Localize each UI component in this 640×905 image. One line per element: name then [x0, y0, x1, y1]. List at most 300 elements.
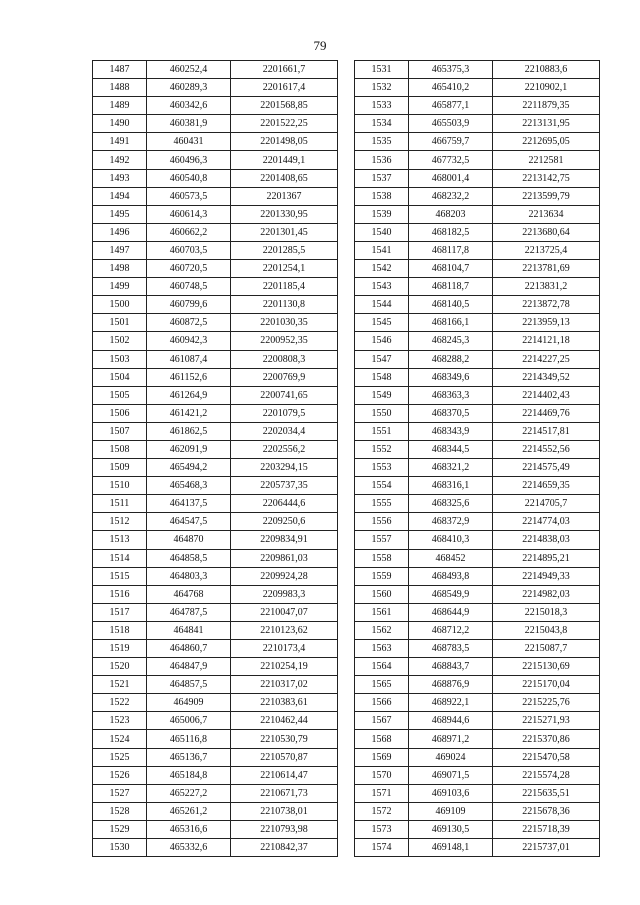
- point-number-cell: 1489: [93, 97, 147, 115]
- x-coordinate-cell: 468370,5: [409, 404, 493, 422]
- x-coordinate-cell: 464547,5: [147, 513, 231, 531]
- x-coordinate-cell: 468104,7: [409, 260, 493, 278]
- x-coordinate-cell: 469024: [409, 748, 493, 766]
- y-coordinate-cell: 2215370,86: [493, 730, 600, 748]
- point-number-cell: 1519: [93, 640, 147, 658]
- point-number-cell: 1547: [355, 350, 409, 368]
- x-coordinate-cell: 468549,9: [409, 585, 493, 603]
- table-row: [93, 61, 338, 79]
- table-row: [355, 169, 600, 187]
- x-coordinate-cell: 467732,5: [409, 151, 493, 169]
- table-row: [355, 712, 600, 730]
- point-number-cell: 1552: [355, 440, 409, 458]
- y-coordinate-cell: 2213725,4: [493, 241, 600, 259]
- x-coordinate-cell: 460872,5: [147, 314, 231, 332]
- table-row: [355, 658, 600, 676]
- point-number-cell: 1525: [93, 748, 147, 766]
- point-number-cell: 1564: [355, 658, 409, 676]
- table-row: [93, 169, 338, 187]
- x-coordinate-cell: 464137,5: [147, 495, 231, 513]
- point-number-cell: 1560: [355, 585, 409, 603]
- point-number-cell: 1540: [355, 223, 409, 241]
- y-coordinate-cell: 2210570,87: [231, 748, 338, 766]
- y-coordinate-cell: 2210793,98: [231, 820, 338, 838]
- y-coordinate-cell: 2209983,3: [231, 585, 338, 603]
- point-number-cell: 1502: [93, 332, 147, 350]
- table-row: [93, 658, 338, 676]
- x-coordinate-cell: 465136,7: [147, 748, 231, 766]
- point-number-cell: 1554: [355, 477, 409, 495]
- table-row: [355, 151, 600, 169]
- x-coordinate-cell: 461087,4: [147, 350, 231, 368]
- table-row: [93, 549, 338, 567]
- table-row: [93, 748, 338, 766]
- y-coordinate-cell: 2213634: [493, 205, 600, 223]
- table-row: [93, 567, 338, 585]
- point-number-cell: 1546: [355, 332, 409, 350]
- point-number-cell: 1529: [93, 820, 147, 838]
- table-row: [355, 477, 600, 495]
- y-coordinate-cell: 2215718,39: [493, 820, 600, 838]
- table-row: [355, 567, 600, 585]
- x-coordinate-cell: 468232,2: [409, 187, 493, 205]
- point-number-cell: 1508: [93, 440, 147, 458]
- x-coordinate-cell: 468712,2: [409, 621, 493, 639]
- y-coordinate-cell: 2214949,33: [493, 567, 600, 585]
- y-coordinate-cell: 2201617,4: [231, 79, 338, 97]
- x-coordinate-cell: 469148,1: [409, 839, 493, 857]
- y-coordinate-cell: 2215737,01: [493, 839, 600, 857]
- x-coordinate-cell: 468493,8: [409, 567, 493, 585]
- x-coordinate-cell: 464870: [147, 531, 231, 549]
- y-coordinate-cell: 2200952,35: [231, 332, 338, 350]
- point-number-cell: 1521: [93, 676, 147, 694]
- table-row: [355, 422, 600, 440]
- point-number-cell: 1556: [355, 513, 409, 531]
- x-coordinate-cell: 465494,2: [147, 459, 231, 477]
- x-coordinate-cell: 460799,6: [147, 296, 231, 314]
- point-number-cell: 1522: [93, 694, 147, 712]
- point-number-cell: 1551: [355, 422, 409, 440]
- y-coordinate-cell: 2210671,73: [231, 784, 338, 802]
- x-coordinate-cell: 464803,3: [147, 567, 231, 585]
- x-coordinate-cell: 460431: [147, 133, 231, 151]
- x-coordinate-cell: 468452: [409, 549, 493, 567]
- x-coordinate-cell: 469071,5: [409, 766, 493, 784]
- point-number-cell: 1500: [93, 296, 147, 314]
- table-row: [355, 187, 600, 205]
- point-number-cell: 1505: [93, 386, 147, 404]
- point-number-cell: 1488: [93, 79, 147, 97]
- y-coordinate-cell: 2213781,69: [493, 260, 600, 278]
- table-row: [93, 368, 338, 386]
- y-coordinate-cell: 2215170,04: [493, 676, 600, 694]
- x-coordinate-cell: 460289,3: [147, 79, 231, 97]
- point-number-cell: 1513: [93, 531, 147, 549]
- y-coordinate-cell: 2210173,4: [231, 640, 338, 658]
- table-row: [355, 784, 600, 802]
- table-row: [93, 694, 338, 712]
- table-row: [93, 350, 338, 368]
- point-number-cell: 1572: [355, 802, 409, 820]
- y-coordinate-cell: 2211879,35: [493, 97, 600, 115]
- x-coordinate-cell: 460540,8: [147, 169, 231, 187]
- table-row: [355, 260, 600, 278]
- table-row: [93, 332, 338, 350]
- point-number-cell: 1533: [355, 97, 409, 115]
- table-row: [93, 187, 338, 205]
- y-coordinate-cell: 2212695,05: [493, 133, 600, 151]
- x-coordinate-cell: 460573,5: [147, 187, 231, 205]
- x-coordinate-cell: 468118,7: [409, 278, 493, 296]
- x-coordinate-cell: 468182,5: [409, 223, 493, 241]
- y-coordinate-cell: 2201330,95: [231, 205, 338, 223]
- point-number-cell: 1565: [355, 676, 409, 694]
- x-coordinate-cell: 461152,6: [147, 368, 231, 386]
- table-row: [355, 730, 600, 748]
- y-coordinate-cell: 2201285,5: [231, 241, 338, 259]
- table-row: [355, 368, 600, 386]
- table-row: [93, 97, 338, 115]
- table-row: [355, 820, 600, 838]
- x-coordinate-cell: 465332,6: [147, 839, 231, 857]
- table-row: [93, 477, 338, 495]
- x-coordinate-cell: 460381,9: [147, 115, 231, 133]
- table-row: [355, 79, 600, 97]
- y-coordinate-cell: 2201568,85: [231, 97, 338, 115]
- x-coordinate-cell: 468140,5: [409, 296, 493, 314]
- y-coordinate-cell: 2213831,2: [493, 278, 600, 296]
- table-row: [93, 603, 338, 621]
- point-number-cell: 1557: [355, 531, 409, 549]
- point-number-cell: 1499: [93, 278, 147, 296]
- point-number-cell: 1550: [355, 404, 409, 422]
- table-row: [355, 585, 600, 603]
- table-row: [93, 296, 338, 314]
- y-coordinate-cell: 2210614,47: [231, 766, 338, 784]
- x-coordinate-cell: 464909: [147, 694, 231, 712]
- table-row: [93, 260, 338, 278]
- point-number-cell: 1571: [355, 784, 409, 802]
- point-number-cell: 1524: [93, 730, 147, 748]
- y-coordinate-cell: 2210530,79: [231, 730, 338, 748]
- x-coordinate-cell: 469130,5: [409, 820, 493, 838]
- x-coordinate-cell: 468321,2: [409, 459, 493, 477]
- point-number-cell: 1530: [93, 839, 147, 857]
- point-number-cell: 1531: [355, 61, 409, 79]
- x-coordinate-cell: 468843,7: [409, 658, 493, 676]
- x-coordinate-cell: 468644,9: [409, 603, 493, 621]
- point-number-cell: 1523: [93, 712, 147, 730]
- table-row: [355, 640, 600, 658]
- table-row: [355, 839, 600, 857]
- y-coordinate-cell: 2215225,76: [493, 694, 600, 712]
- point-number-cell: 1563: [355, 640, 409, 658]
- table-row: [93, 495, 338, 513]
- point-number-cell: 1537: [355, 169, 409, 187]
- table-row: [93, 151, 338, 169]
- x-coordinate-cell: 468372,9: [409, 513, 493, 531]
- table-row: [355, 459, 600, 477]
- table-row: [355, 513, 600, 531]
- x-coordinate-cell: 465410,2: [409, 79, 493, 97]
- y-coordinate-cell: 2202556,2: [231, 440, 338, 458]
- point-number-cell: 1497: [93, 241, 147, 259]
- y-coordinate-cell: 2210047,07: [231, 603, 338, 621]
- point-number-cell: 1561: [355, 603, 409, 621]
- table-row: [355, 676, 600, 694]
- y-coordinate-cell: 2213131,95: [493, 115, 600, 133]
- coordinates-table-left: [92, 60, 338, 857]
- table-row: [93, 115, 338, 133]
- point-number-cell: 1526: [93, 766, 147, 784]
- table-row: [355, 278, 600, 296]
- point-number-cell: 1518: [93, 621, 147, 639]
- point-number-cell: 1504: [93, 368, 147, 386]
- point-number-cell: 1490: [93, 115, 147, 133]
- table-row: [93, 79, 338, 97]
- point-number-cell: 1555: [355, 495, 409, 513]
- x-coordinate-cell: 468944,6: [409, 712, 493, 730]
- x-coordinate-cell: 468001,4: [409, 169, 493, 187]
- table-row: [355, 133, 600, 151]
- x-coordinate-cell: 464841: [147, 621, 231, 639]
- table-row: [93, 223, 338, 241]
- point-number-cell: 1532: [355, 79, 409, 97]
- table-row: [93, 802, 338, 820]
- x-coordinate-cell: 465227,2: [147, 784, 231, 802]
- point-number-cell: 1510: [93, 477, 147, 495]
- table-row: [355, 350, 600, 368]
- page-number: 79: [313, 38, 327, 53]
- y-coordinate-cell: 2201522,25: [231, 115, 338, 133]
- point-number-cell: 1516: [93, 585, 147, 603]
- y-coordinate-cell: 2214774,03: [493, 513, 600, 531]
- point-number-cell: 1527: [93, 784, 147, 802]
- table-row: [355, 404, 600, 422]
- y-coordinate-cell: 2210738,01: [231, 802, 338, 820]
- table-row: [93, 784, 338, 802]
- x-coordinate-cell: 462091,9: [147, 440, 231, 458]
- point-number-cell: 1548: [355, 368, 409, 386]
- table-row: [93, 839, 338, 857]
- y-coordinate-cell: 2213680,64: [493, 223, 600, 241]
- x-coordinate-cell: 464768: [147, 585, 231, 603]
- y-coordinate-cell: 2214838,03: [493, 531, 600, 549]
- point-number-cell: 1509: [93, 459, 147, 477]
- x-coordinate-cell: 465375,3: [409, 61, 493, 79]
- table-row: [93, 241, 338, 259]
- point-number-cell: 1534: [355, 115, 409, 133]
- y-coordinate-cell: 2215130,69: [493, 658, 600, 676]
- x-coordinate-cell: 460942,3: [147, 332, 231, 350]
- y-coordinate-cell: 2215087,7: [493, 640, 600, 658]
- x-coordinate-cell: 465116,8: [147, 730, 231, 748]
- point-number-cell: 1549: [355, 386, 409, 404]
- y-coordinate-cell: 2210902,1: [493, 79, 600, 97]
- y-coordinate-cell: 2201301,45: [231, 223, 338, 241]
- y-coordinate-cell: 2203294,15: [231, 459, 338, 477]
- table-row: [93, 621, 338, 639]
- y-coordinate-cell: 2210842,37: [231, 839, 338, 857]
- x-coordinate-cell: 464787,5: [147, 603, 231, 621]
- x-coordinate-cell: 464847,9: [147, 658, 231, 676]
- x-coordinate-cell: 466759,7: [409, 133, 493, 151]
- table-row: [355, 531, 600, 549]
- point-number-cell: 1562: [355, 621, 409, 639]
- x-coordinate-cell: 460703,5: [147, 241, 231, 259]
- y-coordinate-cell: 2214227,25: [493, 350, 600, 368]
- table-row: [355, 296, 600, 314]
- coordinates-table-right: [354, 60, 600, 857]
- point-number-cell: 1567: [355, 712, 409, 730]
- x-coordinate-cell: 460720,5: [147, 260, 231, 278]
- table-row: [355, 332, 600, 350]
- table-row: [355, 205, 600, 223]
- y-coordinate-cell: 2209861,03: [231, 549, 338, 567]
- y-coordinate-cell: 2200808,3: [231, 350, 338, 368]
- x-coordinate-cell: 468783,5: [409, 640, 493, 658]
- table-row: [93, 712, 338, 730]
- point-number-cell: 1501: [93, 314, 147, 332]
- y-coordinate-cell: 2201367: [231, 187, 338, 205]
- table-row: [93, 531, 338, 549]
- y-coordinate-cell: 2201661,7: [231, 61, 338, 79]
- point-number-cell: 1515: [93, 567, 147, 585]
- point-number-cell: 1528: [93, 802, 147, 820]
- table-row: [355, 802, 600, 820]
- x-coordinate-cell: 468344,5: [409, 440, 493, 458]
- y-coordinate-cell: 2215470,58: [493, 748, 600, 766]
- y-coordinate-cell: 2201130,8: [231, 296, 338, 314]
- x-coordinate-cell: 465316,6: [147, 820, 231, 838]
- y-coordinate-cell: 2214982,03: [493, 585, 600, 603]
- x-coordinate-cell: 468876,9: [409, 676, 493, 694]
- table-row: [355, 241, 600, 259]
- table-row: [355, 314, 600, 332]
- y-coordinate-cell: 2209834,91: [231, 531, 338, 549]
- x-coordinate-cell: 468349,6: [409, 368, 493, 386]
- table-row: [355, 386, 600, 404]
- x-coordinate-cell: 460252,4: [147, 61, 231, 79]
- point-number-cell: 1492: [93, 151, 147, 169]
- point-number-cell: 1553: [355, 459, 409, 477]
- x-coordinate-cell: 460342,6: [147, 97, 231, 115]
- x-coordinate-cell: 461421,2: [147, 404, 231, 422]
- x-coordinate-cell: 468410,3: [409, 531, 493, 549]
- y-coordinate-cell: 2206444,6: [231, 495, 338, 513]
- point-number-cell: 1543: [355, 278, 409, 296]
- table-row: [93, 422, 338, 440]
- table-row: [355, 115, 600, 133]
- x-coordinate-cell: 465468,3: [147, 477, 231, 495]
- y-coordinate-cell: 2200769,9: [231, 368, 338, 386]
- x-coordinate-cell: 460662,2: [147, 223, 231, 241]
- y-coordinate-cell: 2210254,19: [231, 658, 338, 676]
- point-number-cell: 1506: [93, 404, 147, 422]
- table-row: [355, 97, 600, 115]
- x-coordinate-cell: 461264,9: [147, 386, 231, 404]
- table-row: [355, 766, 600, 784]
- x-coordinate-cell: 469103,6: [409, 784, 493, 802]
- table-row: [355, 603, 600, 621]
- table-row: [93, 820, 338, 838]
- table-row: [93, 766, 338, 784]
- y-coordinate-cell: 2215018,3: [493, 603, 600, 621]
- y-coordinate-cell: 2214895,21: [493, 549, 600, 567]
- y-coordinate-cell: 2213872,78: [493, 296, 600, 314]
- table-row: [355, 694, 600, 712]
- point-number-cell: 1487: [93, 61, 147, 79]
- point-number-cell: 1570: [355, 766, 409, 784]
- y-coordinate-cell: 2215635,51: [493, 784, 600, 802]
- point-number-cell: 1507: [93, 422, 147, 440]
- point-number-cell: 1491: [93, 133, 147, 151]
- table-row: [93, 513, 338, 531]
- y-coordinate-cell: 2215574,28: [493, 766, 600, 784]
- point-number-cell: 1511: [93, 495, 147, 513]
- y-coordinate-cell: 2201498,05: [231, 133, 338, 151]
- table-row: [355, 495, 600, 513]
- point-number-cell: 1495: [93, 205, 147, 223]
- point-number-cell: 1558: [355, 549, 409, 567]
- point-number-cell: 1503: [93, 350, 147, 368]
- x-coordinate-cell: 464858,5: [147, 549, 231, 567]
- y-coordinate-cell: 2214517,81: [493, 422, 600, 440]
- x-coordinate-cell: 465503,9: [409, 115, 493, 133]
- point-number-cell: 1520: [93, 658, 147, 676]
- table-row: [355, 223, 600, 241]
- x-coordinate-cell: 468922,1: [409, 694, 493, 712]
- x-coordinate-cell: 464860,7: [147, 640, 231, 658]
- y-coordinate-cell: 2209250,6: [231, 513, 338, 531]
- point-number-cell: 1559: [355, 567, 409, 585]
- y-coordinate-cell: 2214402,43: [493, 386, 600, 404]
- x-coordinate-cell: 468343,9: [409, 422, 493, 440]
- table-row: [93, 459, 338, 477]
- x-coordinate-cell: 468316,1: [409, 477, 493, 495]
- point-number-cell: 1569: [355, 748, 409, 766]
- table-row: [93, 386, 338, 404]
- y-coordinate-cell: 2201449,1: [231, 151, 338, 169]
- x-coordinate-cell: 468245,3: [409, 332, 493, 350]
- x-coordinate-cell: 465006,7: [147, 712, 231, 730]
- point-number-cell: 1536: [355, 151, 409, 169]
- y-coordinate-cell: 2210317,02: [231, 676, 338, 694]
- table-row: [355, 440, 600, 458]
- point-number-cell: 1512: [93, 513, 147, 531]
- x-coordinate-cell: 465184,8: [147, 766, 231, 784]
- point-number-cell: 1498: [93, 260, 147, 278]
- y-coordinate-cell: 2214705,7: [493, 495, 600, 513]
- point-number-cell: 1568: [355, 730, 409, 748]
- x-coordinate-cell: 460748,5: [147, 278, 231, 296]
- point-number-cell: 1535: [355, 133, 409, 151]
- y-coordinate-cell: 2214659,35: [493, 477, 600, 495]
- table-row: [93, 585, 338, 603]
- table-row: [355, 748, 600, 766]
- y-coordinate-cell: 2200741,65: [231, 386, 338, 404]
- table-row: [355, 61, 600, 79]
- y-coordinate-cell: 2214121,18: [493, 332, 600, 350]
- x-coordinate-cell: 468363,3: [409, 386, 493, 404]
- x-coordinate-cell: 460496,3: [147, 151, 231, 169]
- point-number-cell: 1517: [93, 603, 147, 621]
- y-coordinate-cell: 2215043,8: [493, 621, 600, 639]
- table-row: [93, 314, 338, 332]
- y-coordinate-cell: 2201030,35: [231, 314, 338, 332]
- point-number-cell: 1542: [355, 260, 409, 278]
